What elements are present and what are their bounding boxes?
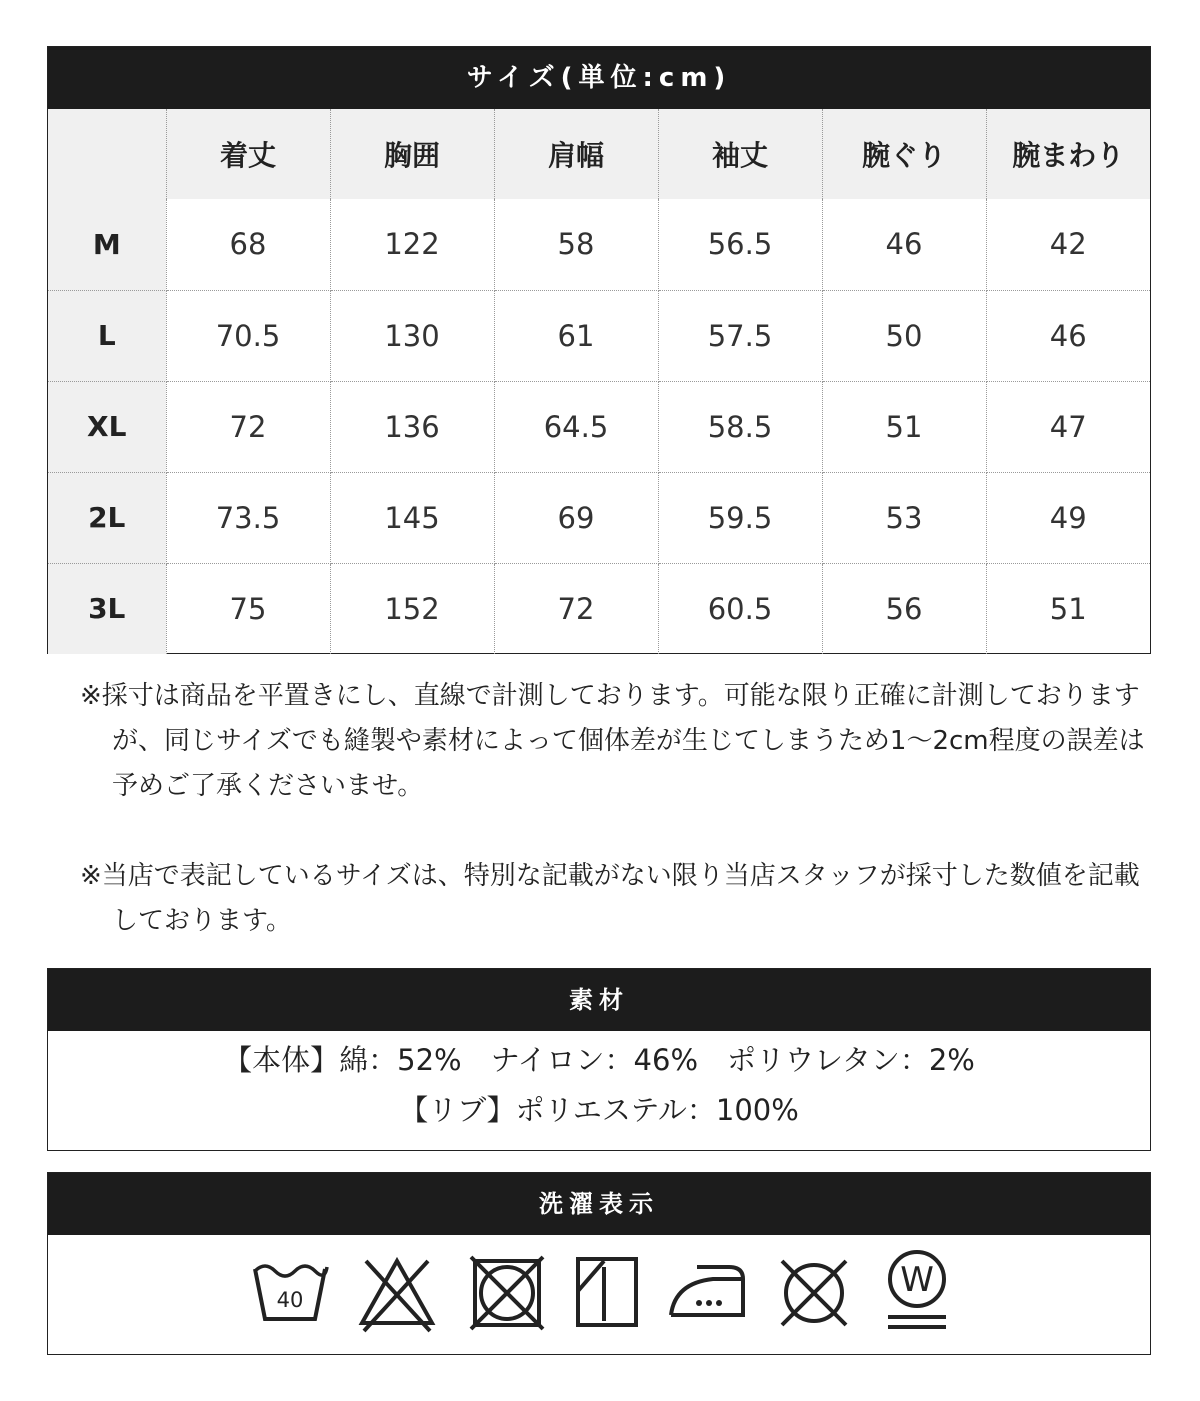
wash-tub-40-icon — [251, 1257, 329, 1327]
material-section — [47, 968, 1151, 1151]
table-cell: 58.5 — [658, 381, 822, 472]
size-label: M — [48, 199, 166, 290]
table-cell: 122 — [330, 199, 494, 290]
material-rib-line: 【リブ】ポリエステル：100% — [399, 1093, 799, 1127]
table-cell: 56 — [822, 563, 986, 654]
size-notes — [80, 674, 1160, 944]
table-cell: 72 — [494, 563, 658, 654]
wet-clean-label: W — [900, 1260, 934, 1300]
size-table-section — [47, 46, 1151, 654]
table-cell: 61 — [494, 290, 658, 381]
table-cell: 68 — [166, 199, 330, 290]
table-cell: 145 — [330, 472, 494, 563]
table-row — [48, 381, 1150, 472]
no-bleach-icon — [356, 1253, 438, 1333]
table-row — [48, 563, 1150, 654]
line-dry-shade-icon — [574, 1255, 640, 1331]
table-cell: 75 — [166, 563, 330, 654]
table-row — [48, 199, 1150, 290]
material-body-line: 【本体】綿：52% ナイロン：46% ポリウレタン：2% — [223, 1043, 975, 1077]
size-source-note: ※当店で表記しているサイズは、特別な記載がない限り当店スタッフが採寸した数値を記載しております。 — [80, 861, 1140, 936]
size-table-header-row — [48, 109, 1150, 199]
table-cell: 46 — [822, 199, 986, 290]
table-cell: 51 — [822, 381, 986, 472]
care-symbols — [48, 1235, 1150, 1355]
table-cell: 59.5 — [658, 472, 822, 563]
size-table-title: サイズ(単位:cm) — [48, 47, 1150, 109]
table-row — [48, 290, 1150, 381]
table-cell: 58 — [494, 199, 658, 290]
table-cell: 49 — [986, 472, 1150, 563]
size-label: XL — [48, 381, 166, 472]
table-cell: 60.5 — [658, 563, 822, 654]
table-row — [48, 472, 1150, 563]
washing-title: 洗濯表示 — [48, 1173, 1150, 1235]
table-cell: 152 — [330, 563, 494, 654]
measurement-note: ※採寸は商品を平置きにし、直線で計測しております。可能な限り正確に計測しておりますが、同じサイズでも縫製や素材によって個体差が生じてしまうため1〜2cm程度の誤差は予めご了承くださいませ。 — [80, 681, 1145, 801]
table-cell: 53 — [822, 472, 986, 563]
table-cell: 136 — [330, 381, 494, 472]
size-label: L — [48, 290, 166, 381]
table-cell: 42 — [986, 199, 1150, 290]
no-tumble-dry-icon — [469, 1255, 545, 1331]
table-cell: 46 — [986, 290, 1150, 381]
size-label: 2L — [48, 472, 166, 563]
table-cell: 47 — [986, 381, 1150, 472]
table-cell: 73.5 — [166, 472, 330, 563]
wet-clean-gentle-icon — [884, 1247, 950, 1333]
material-title: 素材 — [48, 969, 1150, 1031]
column-header: 着丈 — [166, 109, 330, 199]
material-list — [48, 1031, 1150, 1135]
table-cell: 50 — [822, 290, 986, 381]
table-cell: 51 — [986, 563, 1150, 654]
column-header: 袖丈 — [658, 109, 822, 199]
no-dry-clean-icon — [776, 1257, 852, 1329]
table-cell: 70.5 — [166, 290, 330, 381]
size-table-corner — [48, 109, 166, 199]
washing-section — [47, 1172, 1151, 1355]
column-header: 腕ぐり — [822, 109, 986, 199]
table-cell: 72 — [166, 381, 330, 472]
column-header: 腕まわり — [986, 109, 1150, 199]
table-cell: 69 — [494, 472, 658, 563]
size-label: 3L — [48, 563, 166, 654]
wash-temperature-label: 40 — [276, 1288, 304, 1312]
column-header: 肩幅 — [494, 109, 658, 199]
table-cell: 130 — [330, 290, 494, 381]
table-cell: 56.5 — [658, 199, 822, 290]
table-cell: 64.5 — [494, 381, 658, 472]
size-table — [48, 109, 1150, 654]
column-header: 胸囲 — [330, 109, 494, 199]
table-cell: 57.5 — [658, 290, 822, 381]
iron-low-icon — [667, 1259, 747, 1321]
